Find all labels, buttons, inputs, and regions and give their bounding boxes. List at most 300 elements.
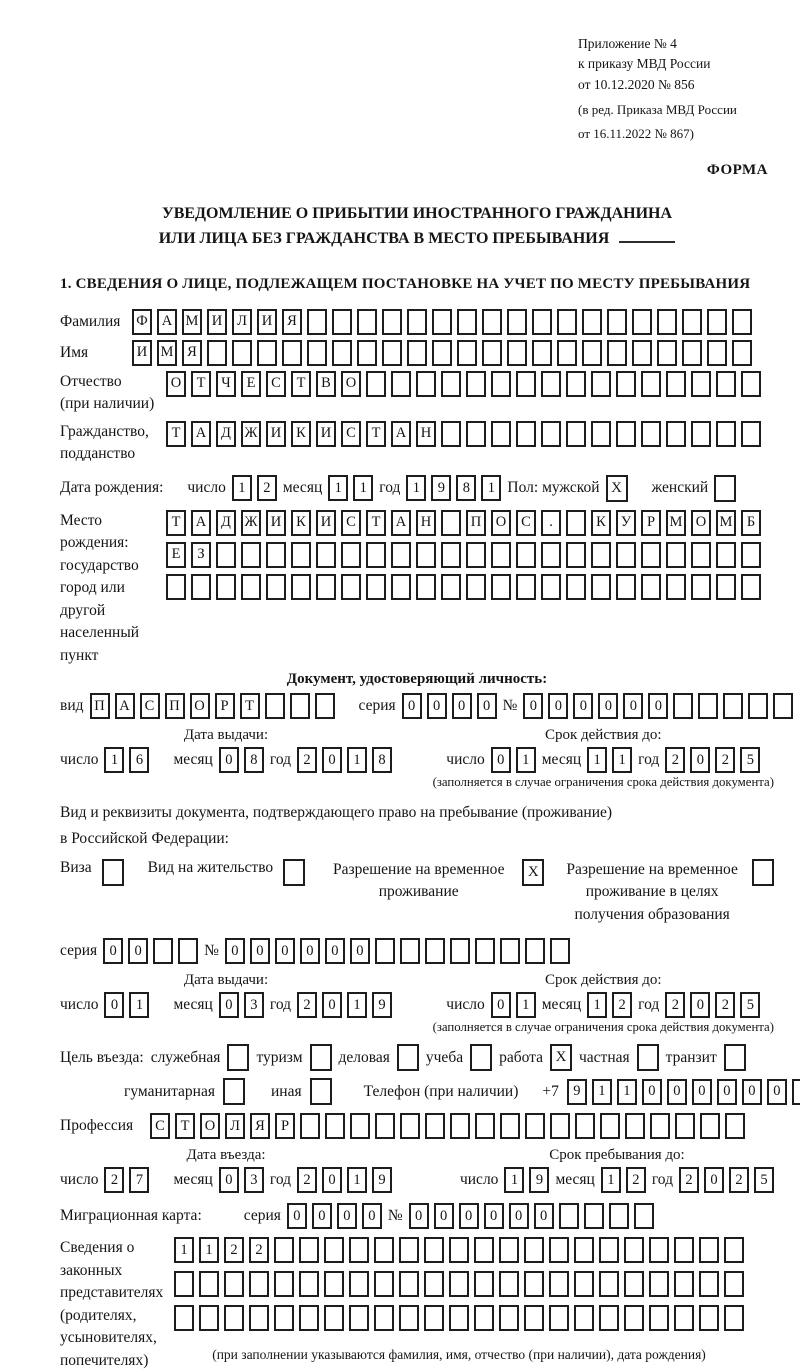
char-cell[interactable]: 3 xyxy=(244,1167,264,1193)
char-cell[interactable]: 0 xyxy=(300,938,320,964)
char-cell[interactable]: 0 xyxy=(523,693,543,719)
char-cell[interactable]: Ф xyxy=(132,309,152,335)
char-cell[interactable] xyxy=(366,371,386,397)
purpose-study-checkbox[interactable] xyxy=(470,1044,492,1071)
char-cell[interactable] xyxy=(674,1271,694,1297)
char-cell[interactable] xyxy=(675,1113,695,1139)
char-cell[interactable]: П xyxy=(466,510,486,536)
char-cell[interactable] xyxy=(341,574,361,600)
char-cell[interactable]: 2 xyxy=(297,747,317,773)
char-cell[interactable] xyxy=(691,421,711,447)
char-cell[interactable] xyxy=(424,1237,444,1263)
char-cell[interactable]: 6 xyxy=(129,747,149,773)
char-cell[interactable] xyxy=(424,1305,444,1331)
char-cell[interactable] xyxy=(557,309,577,335)
char-cell[interactable] xyxy=(724,1305,744,1331)
char-cell[interactable] xyxy=(591,574,611,600)
char-cell[interactable] xyxy=(699,1305,719,1331)
char-cell[interactable] xyxy=(541,542,561,568)
purpose-work-checkbox[interactable]: X xyxy=(550,1044,572,1071)
char-cell[interactable] xyxy=(466,574,486,600)
char-cell[interactable] xyxy=(257,340,277,366)
char-cell[interactable] xyxy=(466,421,486,447)
temp-residence-education-checkbox[interactable] xyxy=(752,859,774,886)
char-cell[interactable]: М xyxy=(182,309,202,335)
char-cell[interactable] xyxy=(307,340,327,366)
char-cell[interactable] xyxy=(575,1113,595,1139)
char-cell[interactable]: 8 xyxy=(372,747,392,773)
char-cell[interactable] xyxy=(499,1305,519,1331)
char-cell[interactable] xyxy=(174,1271,194,1297)
char-cell[interactable]: Т xyxy=(175,1113,195,1139)
char-cell[interactable] xyxy=(549,1305,569,1331)
char-cell[interactable]: 5 xyxy=(740,992,760,1018)
char-cell[interactable]: 2 xyxy=(297,1167,317,1193)
char-cell[interactable] xyxy=(557,340,577,366)
expiry-day-cells[interactable] xyxy=(491,747,536,773)
purpose-business-checkbox[interactable] xyxy=(397,1044,419,1071)
char-cell[interactable] xyxy=(391,574,411,600)
temp-residence-checkbox[interactable]: X xyxy=(522,859,544,886)
char-cell[interactable]: О xyxy=(190,693,210,719)
char-cell[interactable]: Т xyxy=(240,693,260,719)
char-cell[interactable] xyxy=(374,1237,394,1263)
char-cell[interactable]: 1 xyxy=(504,1167,524,1193)
char-cell[interactable]: 2 xyxy=(715,747,735,773)
char-cell[interactable] xyxy=(582,340,602,366)
char-cell[interactable] xyxy=(516,542,536,568)
char-cell[interactable] xyxy=(574,1305,594,1331)
char-cell[interactable]: 0 xyxy=(104,992,124,1018)
char-cell[interactable] xyxy=(532,340,552,366)
char-cell[interactable] xyxy=(616,371,636,397)
char-cell[interactable] xyxy=(332,309,352,335)
stay-day-cells[interactable] xyxy=(504,1167,549,1193)
residence-permit-checkbox[interactable] xyxy=(283,859,305,886)
char-cell[interactable]: 9 xyxy=(372,1167,392,1193)
char-cell[interactable]: 0 xyxy=(598,693,618,719)
char-cell[interactable] xyxy=(559,1203,579,1229)
char-cell[interactable]: 0 xyxy=(312,1203,332,1229)
char-cell[interactable] xyxy=(416,542,436,568)
issue-month-cells[interactable] xyxy=(219,747,264,773)
sex-female-checkbox[interactable] xyxy=(714,475,736,502)
char-cell[interactable]: 1 xyxy=(516,992,536,1018)
char-cell[interactable] xyxy=(166,574,186,600)
char-cell[interactable] xyxy=(366,542,386,568)
char-cell[interactable]: Н xyxy=(416,421,436,447)
entry-day-cells[interactable] xyxy=(104,1167,149,1193)
char-cell[interactable] xyxy=(407,340,427,366)
char-cell[interactable]: А xyxy=(391,510,411,536)
char-cell[interactable] xyxy=(732,340,752,366)
char-cell[interactable]: 9 xyxy=(431,475,451,501)
char-cell[interactable] xyxy=(291,574,311,600)
char-cell[interactable] xyxy=(624,1237,644,1263)
char-cell[interactable]: С xyxy=(140,693,160,719)
char-cell[interactable] xyxy=(649,1237,669,1263)
char-cell[interactable]: 0 xyxy=(667,1079,687,1105)
char-cell[interactable]: 2 xyxy=(249,1237,269,1263)
char-cell[interactable] xyxy=(357,309,377,335)
char-cell[interactable] xyxy=(290,693,310,719)
char-cell[interactable] xyxy=(416,371,436,397)
char-cell[interactable] xyxy=(566,542,586,568)
char-cell[interactable]: Я xyxy=(282,309,302,335)
char-cell[interactable] xyxy=(657,309,677,335)
char-cell[interactable] xyxy=(716,421,736,447)
char-cell[interactable] xyxy=(525,1113,545,1139)
char-cell[interactable]: 1 xyxy=(104,747,124,773)
char-cell[interactable] xyxy=(566,421,586,447)
char-cell[interactable] xyxy=(349,1305,369,1331)
char-cell[interactable] xyxy=(316,574,336,600)
phone-cells[interactable] xyxy=(567,1079,800,1105)
char-cell[interactable] xyxy=(324,1271,344,1297)
char-cell[interactable]: Л xyxy=(225,1113,245,1139)
char-cell[interactable] xyxy=(624,1305,644,1331)
char-cell[interactable]: 0 xyxy=(287,1203,307,1229)
char-cell[interactable] xyxy=(500,1113,520,1139)
legal-reps-cells-row3[interactable] xyxy=(174,1305,744,1331)
char-cell[interactable]: 0 xyxy=(717,1079,737,1105)
expiry-month-cells[interactable] xyxy=(587,992,632,1018)
issue-year-cells[interactable] xyxy=(297,992,392,1018)
char-cell[interactable] xyxy=(725,1113,745,1139)
char-cell[interactable]: 0 xyxy=(434,1203,454,1229)
char-cell[interactable] xyxy=(507,309,527,335)
char-cell[interactable] xyxy=(375,938,395,964)
char-cell[interactable] xyxy=(716,542,736,568)
char-cell[interactable]: 0 xyxy=(219,1167,239,1193)
char-cell[interactable] xyxy=(491,371,511,397)
char-cell[interactable] xyxy=(174,1305,194,1331)
migration-number-cells[interactable] xyxy=(409,1203,654,1229)
char-cell[interactable]: 5 xyxy=(740,747,760,773)
char-cell[interactable]: А xyxy=(191,510,211,536)
citizenship-cells[interactable] xyxy=(166,421,761,447)
char-cell[interactable] xyxy=(724,1237,744,1263)
issue-year-cells[interactable] xyxy=(297,747,392,773)
char-cell[interactable]: К xyxy=(591,510,611,536)
char-cell[interactable]: 0 xyxy=(690,747,710,773)
char-cell[interactable] xyxy=(716,371,736,397)
char-cell[interactable]: 1 xyxy=(353,475,373,501)
char-cell[interactable] xyxy=(550,1113,570,1139)
char-cell[interactable]: 0 xyxy=(459,1203,479,1229)
char-cell[interactable] xyxy=(699,1271,719,1297)
char-cell[interactable] xyxy=(482,340,502,366)
char-cell[interactable]: О xyxy=(491,510,511,536)
char-cell[interactable] xyxy=(666,542,686,568)
birth-place-cells-row2[interactable] xyxy=(166,542,761,568)
char-cell[interactable] xyxy=(482,309,502,335)
char-cell[interactable]: Р xyxy=(215,693,235,719)
char-cell[interactable]: Т xyxy=(291,371,311,397)
char-cell[interactable] xyxy=(153,938,173,964)
char-cell[interactable] xyxy=(591,542,611,568)
char-cell[interactable]: 9 xyxy=(372,992,392,1018)
char-cell[interactable] xyxy=(582,309,602,335)
char-cell[interactable] xyxy=(792,1079,800,1105)
char-cell[interactable] xyxy=(641,542,661,568)
char-cell[interactable]: Р xyxy=(275,1113,295,1139)
char-cell[interactable]: 2 xyxy=(679,1167,699,1193)
char-cell[interactable]: И xyxy=(207,309,227,335)
char-cell[interactable] xyxy=(632,309,652,335)
char-cell[interactable] xyxy=(307,309,327,335)
char-cell[interactable]: 0 xyxy=(477,693,497,719)
char-cell[interactable]: 0 xyxy=(534,1203,554,1229)
char-cell[interactable] xyxy=(299,1271,319,1297)
char-cell[interactable] xyxy=(249,1271,269,1297)
char-cell[interactable] xyxy=(741,421,761,447)
migration-series-cells[interactable] xyxy=(287,1203,382,1229)
char-cell[interactable] xyxy=(425,1113,445,1139)
char-cell[interactable] xyxy=(199,1305,219,1331)
purpose-tourism-checkbox[interactable] xyxy=(310,1044,332,1071)
char-cell[interactable] xyxy=(674,1305,694,1331)
issue-month-cells[interactable] xyxy=(219,992,264,1018)
char-cell[interactable] xyxy=(366,574,386,600)
char-cell[interactable]: Ж xyxy=(241,510,261,536)
char-cell[interactable] xyxy=(491,542,511,568)
char-cell[interactable] xyxy=(299,1305,319,1331)
char-cell[interactable] xyxy=(748,693,768,719)
char-cell[interactable] xyxy=(266,574,286,600)
char-cell[interactable] xyxy=(407,309,427,335)
char-cell[interactable]: 1 xyxy=(129,992,149,1018)
char-cell[interactable] xyxy=(650,1113,670,1139)
char-cell[interactable]: 1 xyxy=(347,1167,367,1193)
char-cell[interactable]: В xyxy=(316,371,336,397)
char-cell[interactable]: 0 xyxy=(742,1079,762,1105)
visa-checkbox[interactable] xyxy=(102,859,124,886)
char-cell[interactable]: 0 xyxy=(491,747,511,773)
char-cell[interactable] xyxy=(266,542,286,568)
char-cell[interactable] xyxy=(199,1271,219,1297)
profession-cells[interactable] xyxy=(150,1113,745,1139)
char-cell[interactable]: 1 xyxy=(592,1079,612,1105)
char-cell[interactable] xyxy=(609,1203,629,1229)
char-cell[interactable] xyxy=(291,542,311,568)
char-cell[interactable]: 0 xyxy=(322,1167,342,1193)
purpose-humanitarian-checkbox[interactable] xyxy=(223,1078,245,1105)
char-cell[interactable]: 0 xyxy=(322,747,342,773)
char-cell[interactable] xyxy=(274,1271,294,1297)
char-cell[interactable] xyxy=(707,340,727,366)
sex-male-checkbox[interactable]: X xyxy=(606,475,628,502)
char-cell[interactable]: 0 xyxy=(250,938,270,964)
char-cell[interactable] xyxy=(382,340,402,366)
char-cell[interactable] xyxy=(641,574,661,600)
char-cell[interactable]: 0 xyxy=(322,992,342,1018)
char-cell[interactable] xyxy=(591,421,611,447)
char-cell[interactable]: Е xyxy=(166,542,186,568)
char-cell[interactable]: 0 xyxy=(642,1079,662,1105)
doc-series-cells[interactable] xyxy=(402,693,497,719)
char-cell[interactable] xyxy=(424,1271,444,1297)
char-cell[interactable]: С xyxy=(341,421,361,447)
char-cell[interactable] xyxy=(550,938,570,964)
char-cell[interactable] xyxy=(400,938,420,964)
char-cell[interactable] xyxy=(649,1271,669,1297)
char-cell[interactable]: 1 xyxy=(347,747,367,773)
char-cell[interactable] xyxy=(457,309,477,335)
char-cell[interactable] xyxy=(499,1271,519,1297)
char-cell[interactable] xyxy=(475,938,495,964)
char-cell[interactable]: К xyxy=(291,421,311,447)
char-cell[interactable]: 1 xyxy=(199,1237,219,1263)
char-cell[interactable]: Л xyxy=(232,309,252,335)
char-cell[interactable] xyxy=(282,340,302,366)
char-cell[interactable] xyxy=(574,1237,594,1263)
char-cell[interactable] xyxy=(549,1271,569,1297)
char-cell[interactable] xyxy=(449,1271,469,1297)
char-cell[interactable] xyxy=(741,371,761,397)
char-cell[interactable] xyxy=(349,1237,369,1263)
purpose-private-checkbox[interactable] xyxy=(637,1044,659,1071)
char-cell[interactable]: 0 xyxy=(491,992,511,1018)
char-cell[interactable]: 9 xyxy=(567,1079,587,1105)
char-cell[interactable] xyxy=(432,309,452,335)
char-cell[interactable] xyxy=(399,1305,419,1331)
char-cell[interactable]: 0 xyxy=(704,1167,724,1193)
char-cell[interactable] xyxy=(399,1271,419,1297)
char-cell[interactable] xyxy=(541,421,561,447)
char-cell[interactable] xyxy=(741,542,761,568)
char-cell[interactable] xyxy=(682,309,702,335)
char-cell[interactable] xyxy=(399,1237,419,1263)
char-cell[interactable]: Т xyxy=(166,510,186,536)
char-cell[interactable]: 0 xyxy=(548,693,568,719)
birth-place-cells-row3[interactable] xyxy=(166,574,761,600)
char-cell[interactable]: С xyxy=(341,510,361,536)
char-cell[interactable] xyxy=(716,574,736,600)
char-cell[interactable]: 0 xyxy=(427,693,447,719)
char-cell[interactable] xyxy=(475,1113,495,1139)
char-cell[interactable]: 1 xyxy=(406,475,426,501)
char-cell[interactable] xyxy=(566,510,586,536)
char-cell[interactable] xyxy=(541,371,561,397)
char-cell[interactable] xyxy=(324,1237,344,1263)
char-cell[interactable] xyxy=(315,693,335,719)
char-cell[interactable] xyxy=(525,938,545,964)
surname-cells[interactable] xyxy=(132,309,752,335)
char-cell[interactable] xyxy=(599,1271,619,1297)
patronymic-cells[interactable] xyxy=(166,371,761,397)
char-cell[interactable]: . xyxy=(541,510,561,536)
char-cell[interactable] xyxy=(625,1113,645,1139)
expiry-day-cells[interactable] xyxy=(491,992,536,1018)
char-cell[interactable] xyxy=(634,1203,654,1229)
char-cell[interactable] xyxy=(691,371,711,397)
char-cell[interactable]: 0 xyxy=(325,938,345,964)
char-cell[interactable] xyxy=(324,1305,344,1331)
char-cell[interactable] xyxy=(349,1271,369,1297)
char-cell[interactable]: 0 xyxy=(484,1203,504,1229)
char-cell[interactable] xyxy=(566,371,586,397)
char-cell[interactable] xyxy=(441,510,461,536)
char-cell[interactable] xyxy=(274,1305,294,1331)
char-cell[interactable] xyxy=(616,542,636,568)
char-cell[interactable]: 0 xyxy=(219,747,239,773)
char-cell[interactable] xyxy=(566,574,586,600)
residence-number-cells[interactable] xyxy=(225,938,570,964)
char-cell[interactable] xyxy=(216,574,236,600)
char-cell[interactable]: П xyxy=(90,693,110,719)
char-cell[interactable] xyxy=(691,574,711,600)
char-cell[interactable] xyxy=(299,1237,319,1263)
char-cell[interactable]: 0 xyxy=(573,693,593,719)
char-cell[interactable]: 2 xyxy=(665,747,685,773)
char-cell[interactable] xyxy=(773,693,793,719)
char-cell[interactable] xyxy=(241,574,261,600)
char-cell[interactable]: Я xyxy=(250,1113,270,1139)
char-cell[interactable] xyxy=(274,1237,294,1263)
char-cell[interactable] xyxy=(516,421,536,447)
char-cell[interactable] xyxy=(607,340,627,366)
char-cell[interactable]: 2 xyxy=(104,1167,124,1193)
char-cell[interactable]: 0 xyxy=(623,693,643,719)
birth-place-cells-row1[interactable] xyxy=(166,510,761,536)
char-cell[interactable] xyxy=(400,1113,420,1139)
char-cell[interactable] xyxy=(224,1271,244,1297)
char-cell[interactable]: 3 xyxy=(244,992,264,1018)
char-cell[interactable]: 1 xyxy=(174,1237,194,1263)
birth-month-cells[interactable] xyxy=(328,475,373,501)
char-cell[interactable]: А xyxy=(115,693,135,719)
char-cell[interactable] xyxy=(374,1305,394,1331)
char-cell[interactable] xyxy=(374,1271,394,1297)
char-cell[interactable] xyxy=(541,574,561,600)
char-cell[interactable] xyxy=(600,1113,620,1139)
char-cell[interactable] xyxy=(474,1305,494,1331)
doc-number-cells[interactable] xyxy=(523,693,793,719)
legal-reps-cells-row2[interactable] xyxy=(174,1271,744,1297)
char-cell[interactable] xyxy=(499,1237,519,1263)
char-cell[interactable] xyxy=(641,371,661,397)
char-cell[interactable] xyxy=(666,421,686,447)
char-cell[interactable] xyxy=(191,574,211,600)
char-cell[interactable] xyxy=(700,1113,720,1139)
char-cell[interactable]: 0 xyxy=(103,938,123,964)
char-cell[interactable] xyxy=(232,340,252,366)
char-cell[interactable] xyxy=(425,938,445,964)
char-cell[interactable] xyxy=(549,1237,569,1263)
char-cell[interactable]: 2 xyxy=(297,992,317,1018)
char-cell[interactable] xyxy=(666,371,686,397)
char-cell[interactable]: А xyxy=(157,309,177,335)
char-cell[interactable]: 2 xyxy=(224,1237,244,1263)
char-cell[interactable] xyxy=(616,574,636,600)
char-cell[interactable] xyxy=(741,574,761,600)
char-cell[interactable] xyxy=(591,371,611,397)
char-cell[interactable] xyxy=(616,421,636,447)
char-cell[interactable]: О xyxy=(200,1113,220,1139)
char-cell[interactable] xyxy=(674,1237,694,1263)
expiry-month-cells[interactable] xyxy=(587,747,632,773)
char-cell[interactable] xyxy=(224,1305,244,1331)
char-cell[interactable] xyxy=(732,309,752,335)
char-cell[interactable]: С xyxy=(266,371,286,397)
char-cell[interactable] xyxy=(249,1305,269,1331)
char-cell[interactable] xyxy=(207,340,227,366)
char-cell[interactable] xyxy=(524,1271,544,1297)
char-cell[interactable]: П xyxy=(165,693,185,719)
char-cell[interactable]: 2 xyxy=(626,1167,646,1193)
stay-month-cells[interactable] xyxy=(601,1167,646,1193)
